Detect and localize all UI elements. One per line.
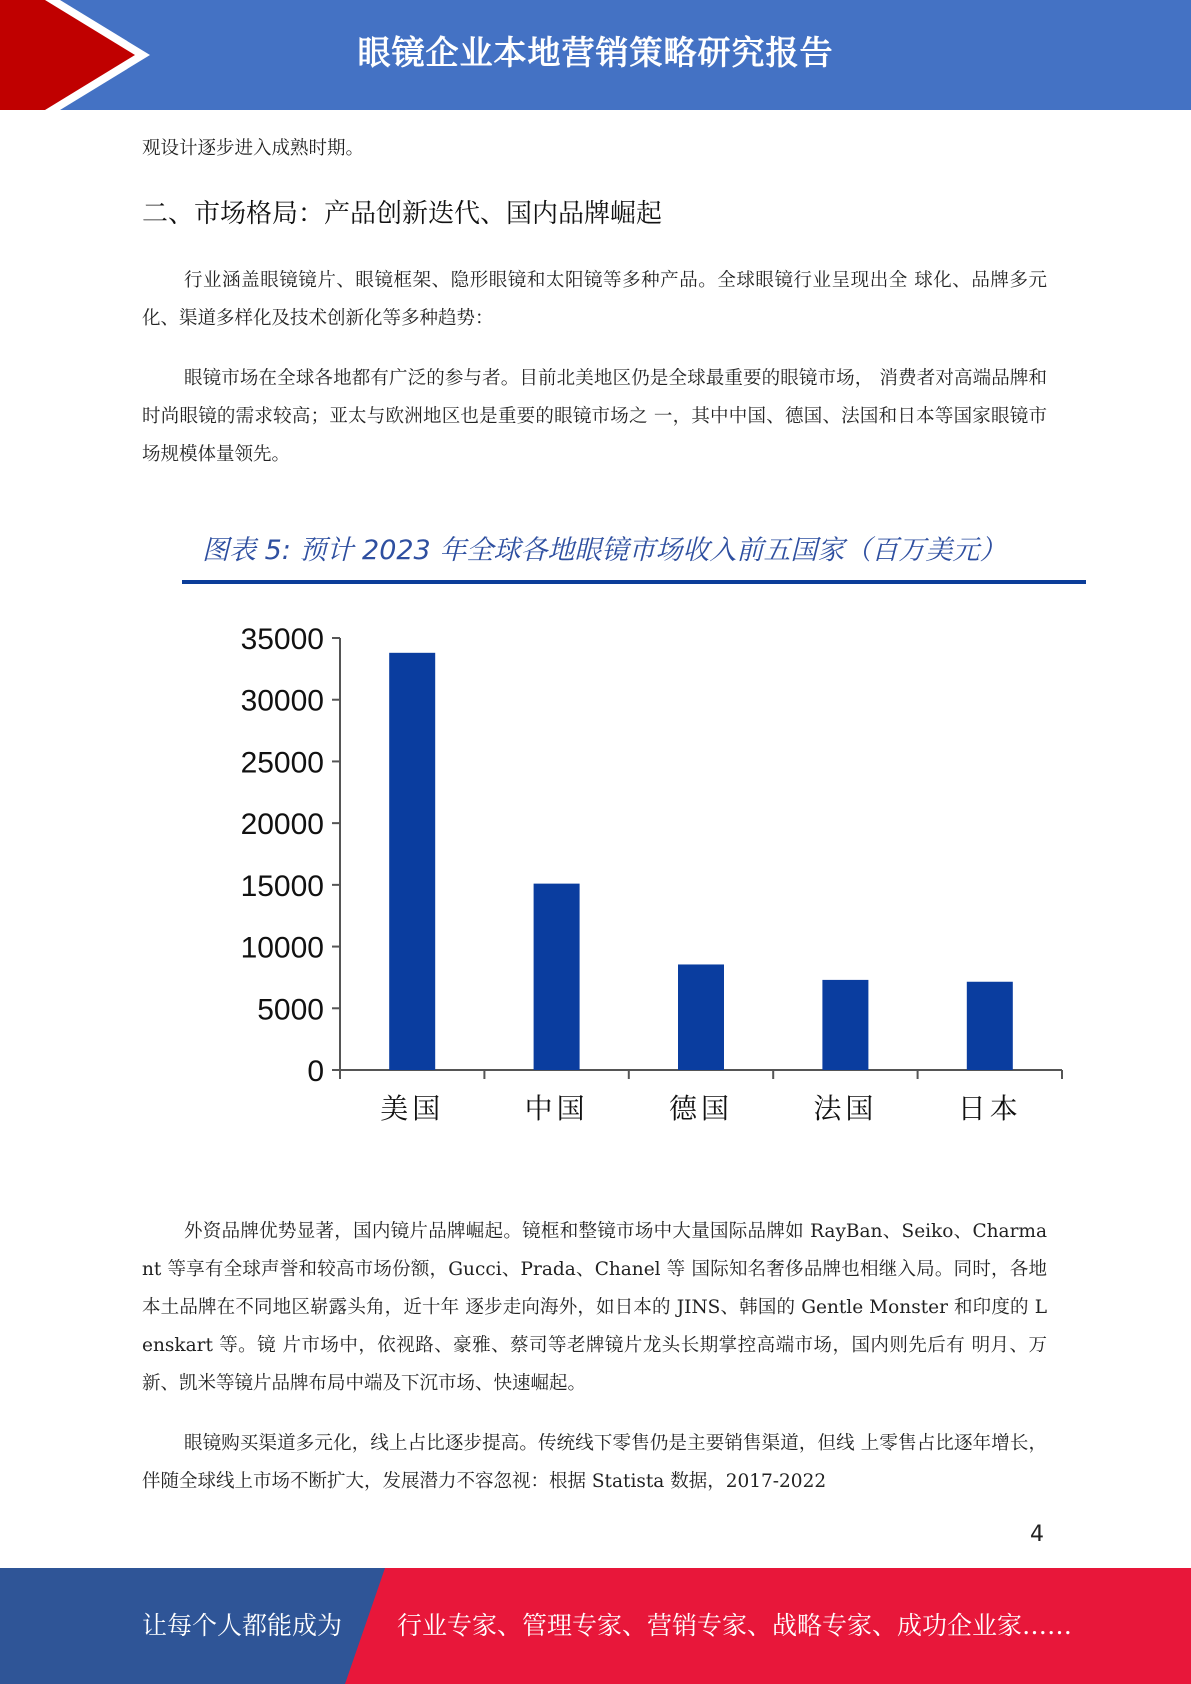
y-tick-label: 15000 [240, 869, 324, 903]
x-category-label: 中国 [524, 1092, 589, 1125]
y-tick-label: 25000 [240, 746, 324, 780]
paragraph-1: 行业涵盖眼镜镜片、眼镜框架、隐形眼镜和太阳镜等多种产品。全球眼镜行业呈现出全 球化、品牌多元化、渠道多样化及技术创新化等多种趋势： [142, 270, 1047, 329]
chart-title: 图表 5: 预计 2023 年全球各地眼镜市场收入前五国家（百万美元） [202, 535, 1007, 566]
x-category-label: 美国 [380, 1092, 445, 1125]
paragraph-2: 眼镜市场在全球各地都有广泛的参与者。目前北美地区仍是全球最重要的眼镜市场， 消费者对高端品牌和时尚眼镜的需求较高；亚太与欧洲地区也是重要的眼镜市场之 一，其中中国、德国、法国和日本等国家眼镜市场规模体量领先。 [142, 368, 1047, 465]
paragraph-4: 眼镜购买渠道多元化，线上占比逐步提高。传统线下零售仍是主要销售渠道，但线 上零售占比逐年增长，伴随全球线上市场不断扩大，发展潜力不容忽视：根据 Statista 数据，2017-2022 [142, 1433, 1047, 1492]
bar-1 [389, 653, 435, 1070]
section-heading: 二、市场格局：产品创新迭代、国内品牌崛起 [142, 199, 663, 229]
paragraph-3: 外资品牌优势显著，国内镜片品牌崛起。镜框和整镜市场中大量国际品牌如 RayBan、Seiko、Charmant 等享有全球声誉和较高市场份额，Gucci、Prada、Chanel 等 国际知名奢侈品牌也相继入局。同时，各地本土品牌在不同地区崭露头角，近十年 逐步走向海外，如日本的 JINS、韩国的 Gentle Monster 和印度的 Lenskart 等。镜 片市场中，依视路、豪雅、蔡司等老牌镜片龙头长期掌控高端市场，国内则先后有 明月、万新、凯米等镜片品牌布局中端及下沉市场、快速崛起。 [142, 1221, 1047, 1394]
y-tick-label: 20000 [240, 808, 324, 842]
bar-2 [534, 884, 580, 1070]
page-header [0, 0, 1191, 110]
y-tick-label: 0 [307, 1055, 324, 1088]
y-tick-label: 35000 [240, 623, 324, 656]
y-tick-label: 10000 [240, 931, 324, 965]
x-category-label: 德国 [668, 1092, 734, 1125]
bar-4 [822, 980, 868, 1070]
intro-line: 观设计逐步进入成熟时期。 [142, 138, 365, 159]
bar-chart [180, 588, 1100, 1168]
main-content [142, 130, 1047, 474]
bar-3 [678, 964, 724, 1070]
footer-slogan-right: 行业专家、管理专家、营销专家、战略专家、成功企业家…… [397, 1611, 1073, 1640]
x-category-label: 法国 [813, 1092, 878, 1125]
chart-container [180, 528, 1100, 1168]
header-title: 眼镜企业本地营销策略研究报告 [357, 33, 834, 72]
page-number: 4 [1030, 1522, 1044, 1547]
page-footer [0, 1568, 1191, 1684]
y-tick-label: 30000 [240, 684, 324, 718]
chart-title-rule [182, 580, 1086, 584]
footer-slogan-left: 让每个人都能成为 [142, 1611, 343, 1640]
bar-5 [967, 982, 1013, 1070]
y-tick-label: 5000 [257, 993, 324, 1027]
lower-content [142, 1213, 1047, 1501]
x-category-label: 日本 [957, 1092, 1022, 1125]
